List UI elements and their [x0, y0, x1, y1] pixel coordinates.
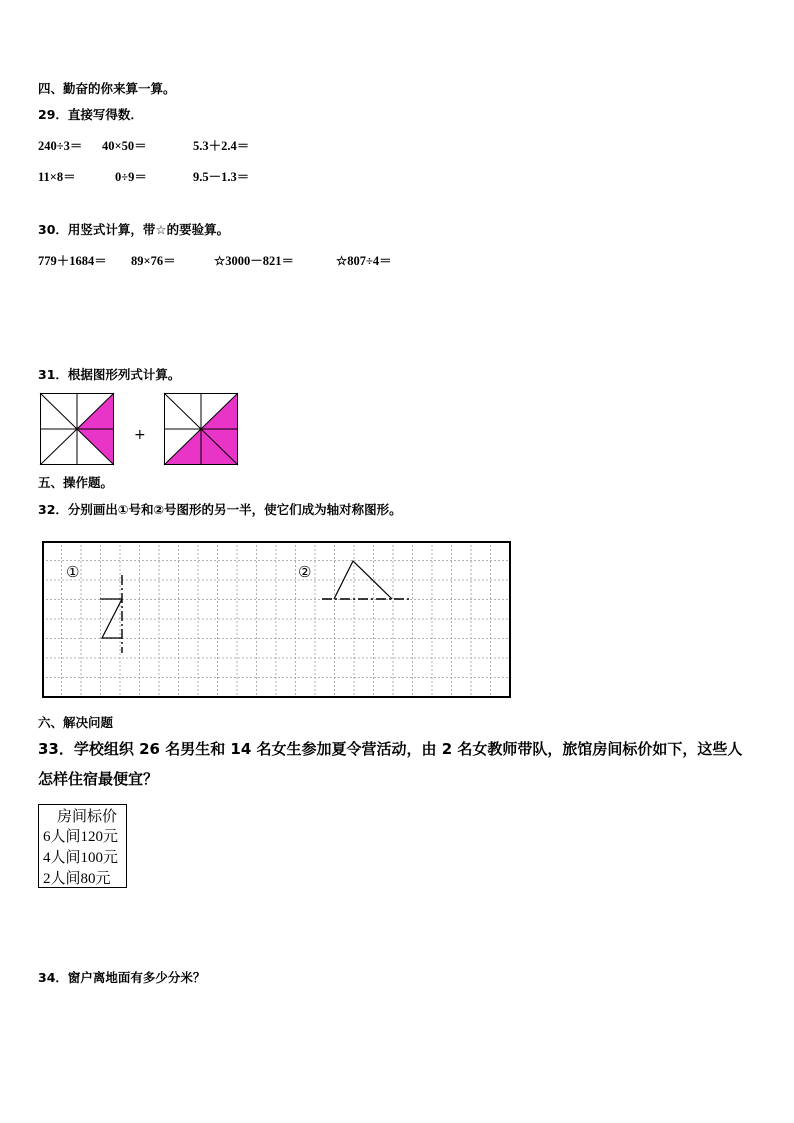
q29-title: 29．直接写得数．	[38, 107, 143, 122]
q29-expr-3: 5.3＋2.4＝	[193, 139, 250, 153]
q30-expr-1: 779＋1684＝	[38, 254, 107, 268]
q32-label-1: ①	[66, 563, 80, 581]
q29-expr-2: 40×50＝	[102, 139, 147, 153]
q29-expr-5: 0÷9＝	[115, 170, 147, 184]
q33-line-2: 怎样住宿最便宜？	[38, 770, 159, 788]
q30-expr-3: ☆3000－821＝	[214, 254, 294, 268]
price-row-6: 6人间120元	[43, 829, 119, 845]
q31-figure-2	[164, 393, 238, 465]
q31-plus: +	[134, 427, 146, 443]
q32-figure-1-shape	[102, 599, 122, 638]
q29-expr-6: 9.5－1.3＝	[193, 170, 250, 184]
price-row-2: 2人间80元	[43, 871, 111, 887]
price-table-header: 房间标价	[57, 809, 118, 825]
section-4-heading: 四、勤奋的你来算一算。	[38, 81, 176, 96]
price-table	[38, 804, 127, 888]
section-6-heading: 六、解决问题	[38, 715, 114, 730]
q30-expr-4: ☆807÷4＝	[336, 254, 392, 268]
price-row-4: 4人间100元	[43, 850, 119, 866]
q31-figure-1	[40, 393, 114, 465]
q30-expr-2: 89×76＝	[131, 254, 176, 268]
q29-expr-4: 11×8＝	[38, 170, 76, 184]
q32-grid	[42, 541, 511, 698]
q30-title: 30．用竖式计算，带☆的要验算。	[38, 222, 230, 237]
section-5-heading: 五、操作题。	[38, 475, 114, 490]
q32-label-2: ②	[298, 563, 312, 581]
q29-expr-1: 240÷3＝	[38, 139, 83, 153]
q31-title: 31．根据图形列式计算。	[38, 367, 181, 382]
q34-title: 34．窗户离地面有多少分米？	[38, 970, 206, 985]
q33-line-1: 33．学校组织 26 名男生和 14 名女生参加夏令营活动，由 2 名女教师带队，旅馆房间标价如下，这些人	[38, 740, 743, 758]
q32-title: 32．分别画出①号和②号图形的另一半，使它们成为轴对称图形。	[38, 502, 402, 517]
